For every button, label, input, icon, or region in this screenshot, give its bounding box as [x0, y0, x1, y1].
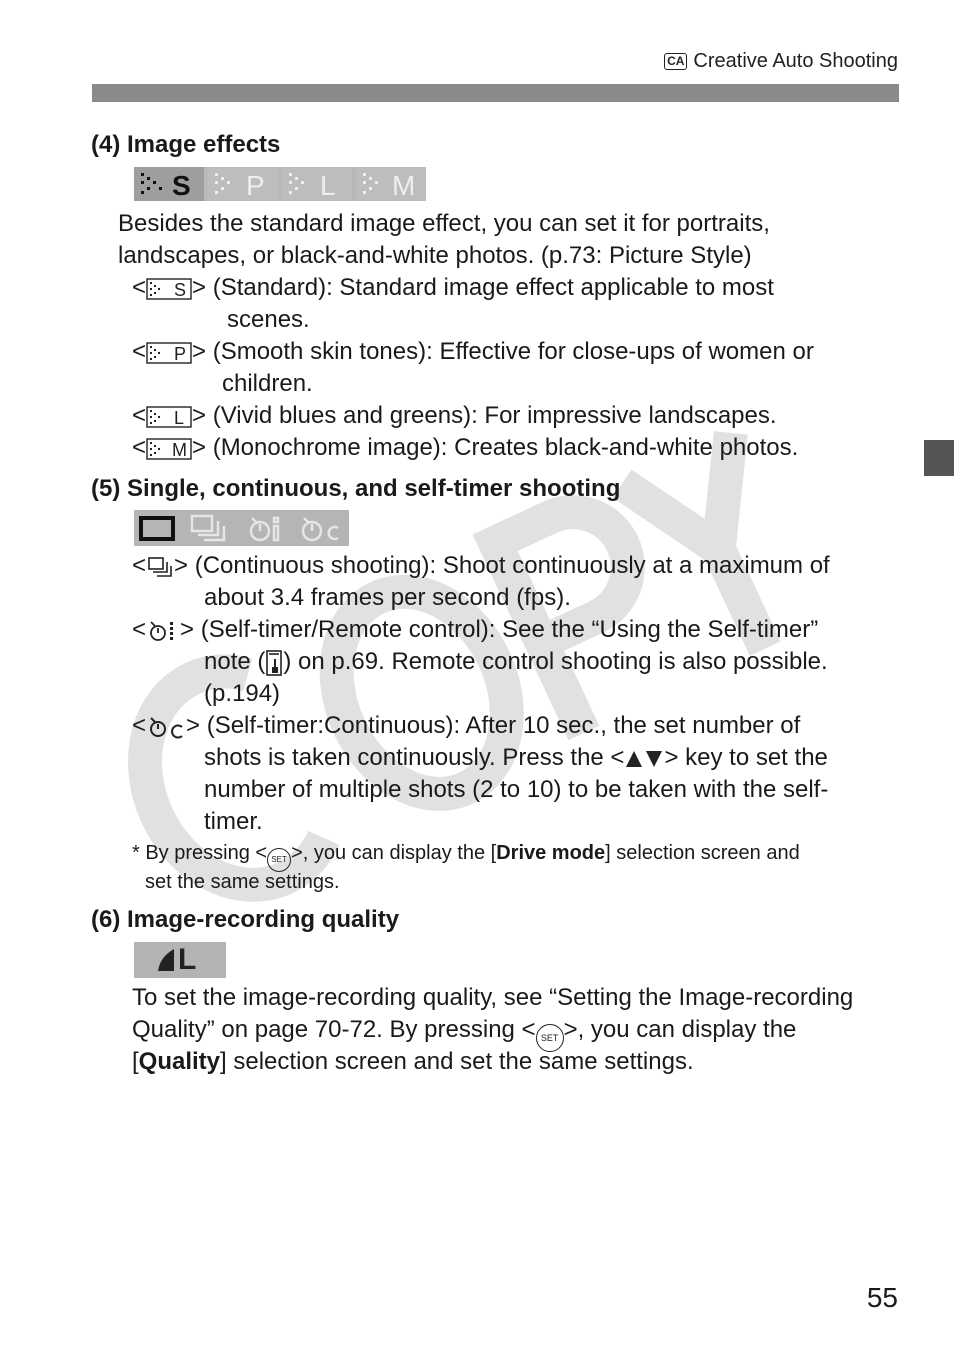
- section-4-para-line-1: Besides the standard image effect, you can set it for portraits,: [118, 210, 770, 237]
- quality-letter: L: [178, 943, 197, 976]
- s6-l2-post: >, you can display the: [563, 1016, 797, 1043]
- item-standard-text: > (Standard): Standard image effect applicable to most: [192, 274, 774, 301]
- chapter-tab: [924, 440, 954, 476]
- footnote-pre: * By pressing <: [132, 842, 268, 864]
- svg-text:M: M: [392, 170, 416, 199]
- note-pre: note (: [204, 648, 266, 675]
- s6-l3-pre: [: [132, 1048, 139, 1075]
- footnote-post: ] selection screen and: [605, 842, 800, 864]
- item-portrait-cont: children.: [222, 370, 313, 397]
- quality-indicator: [134, 942, 226, 978]
- svg-text:P: P: [174, 343, 187, 364]
- item-self-timer-note: [204, 646, 828, 678]
- item-landscape-text: > (Vivid blues and greens): For impressive landscapes.: [192, 402, 777, 429]
- item-self-timer-continuous-text: > (Self-timer:Continuous): After 10 sec., the set number of: [186, 712, 801, 739]
- item-portrait: < P > (Smooth skin tones): Effective for close-ups of women or: [132, 338, 814, 365]
- section-6-heading: (6) Image-recording quality: [91, 906, 400, 933]
- svg-text:L: L: [320, 170, 336, 199]
- footnote-bold: Drive mode: [496, 842, 606, 864]
- picture-style-standard-icon: [134, 167, 204, 201]
- continuous-shooting-icon: [146, 555, 174, 579]
- running-header: [664, 50, 898, 73]
- drive-mode-footnote-line-2: set the same settings.: [145, 871, 340, 893]
- item-standard-cont: scenes.: [227, 306, 310, 333]
- picture-style-monochrome-icon: [146, 438, 192, 460]
- section-6-line-3: [132, 1046, 694, 1078]
- note-post: ) on p.69. Remote control shooting is also possible.: [283, 648, 828, 675]
- svg-text:P: P: [246, 170, 265, 199]
- item-self-timer-continuous: < > (Self-timer:Continuous): After 10 sec., the set number of: [132, 712, 801, 739]
- section-4-para-line-2: landscapes, or black-and-white photos. (p.73: Picture Style): [118, 242, 752, 269]
- picture-style-landscape-icon: [146, 406, 192, 428]
- s6-l2-pre: Quality” on page 70-72. By pressing <: [132, 1016, 536, 1043]
- item-continuous-cont: about 3.4 frames per second (fps).: [204, 584, 571, 611]
- set-button-icon: SET: [267, 848, 291, 872]
- stc-l2-post: > key to set the: [664, 744, 828, 771]
- header-title: Creative Auto Shooting: [693, 50, 898, 72]
- picture-style-portrait-icon: [146, 342, 192, 364]
- page-number: 55: [866, 1282, 898, 1313]
- picture-style-monochrome-icon: [356, 167, 426, 201]
- drive-mode-strip: [134, 510, 349, 546]
- self-timer-continuous-icon: [146, 715, 186, 739]
- item-self-timer-text: > (Self-timer/Remote control): See the “Using the Self-timer”: [180, 616, 819, 643]
- item-stc-line-3: number of multiple shots (2 to 10) to be taken with the self-: [204, 776, 829, 803]
- section-5-heading: (5) Single, continuous, and self-timer shooting: [91, 475, 621, 502]
- svg-text:S: S: [174, 279, 187, 300]
- set-button-icon: SET: [536, 1024, 564, 1052]
- section-6-line-1: To set the image-recording quality, see “Setting the Image-recording: [132, 984, 854, 1011]
- hint-note-icon: [265, 649, 283, 677]
- svg-text:S: S: [172, 170, 191, 199]
- picture-style-portrait-icon: [208, 167, 278, 201]
- section-4-heading: (4) Image effects: [91, 131, 281, 158]
- item-continuous: < > (Continuous shooting): Shoot continuously at a maximum of: [132, 552, 830, 579]
- stc-l2-pre: shots is taken continuously. Press the <: [204, 744, 625, 771]
- s6-l3-bold: Quality: [138, 1048, 221, 1075]
- creative-auto-icon: CA: [664, 53, 687, 70]
- footnote-mid: >, you can display the [: [291, 842, 497, 864]
- up-down-arrow-key-icon: [624, 747, 664, 771]
- header-rule: [92, 84, 899, 102]
- item-landscape: < L > (Vivid blues and greens): For impressive landscapes.: [132, 402, 777, 429]
- jpeg-fine-icon: [156, 947, 176, 973]
- picture-style-standard-icon: [146, 278, 192, 300]
- item-stc-line-4: timer.: [204, 808, 263, 835]
- svg-text:L: L: [174, 407, 185, 428]
- svg-text:M: M: [172, 439, 188, 460]
- item-continuous-text: > (Continuous shooting): Shoot continuously at a maximum of: [174, 552, 830, 579]
- item-monochrome: < M > (Monochrome image): Creates black-and-white photos.: [132, 434, 799, 461]
- picture-style-strip: [134, 167, 426, 201]
- item-monochrome-text: > (Monochrome image): Creates black-and-white photos.: [192, 434, 799, 461]
- item-portrait-text: > (Smooth skin tones): Effective for close-ups of women or: [192, 338, 814, 365]
- item-self-timer: < > (Self-timer/Remote control): See the “Using the Self-timer”: [132, 616, 819, 643]
- self-timer-remote-icon: [146, 619, 180, 643]
- item-stc-line-2: [204, 742, 828, 774]
- item-standard: < S > (Standard): Standard image effect applicable to most: [132, 274, 774, 301]
- item-self-timer-page: (p.194): [204, 680, 281, 707]
- s6-l3-post: ] selection screen and set the same settings.: [220, 1048, 694, 1075]
- picture-style-landscape-icon: [282, 167, 352, 201]
